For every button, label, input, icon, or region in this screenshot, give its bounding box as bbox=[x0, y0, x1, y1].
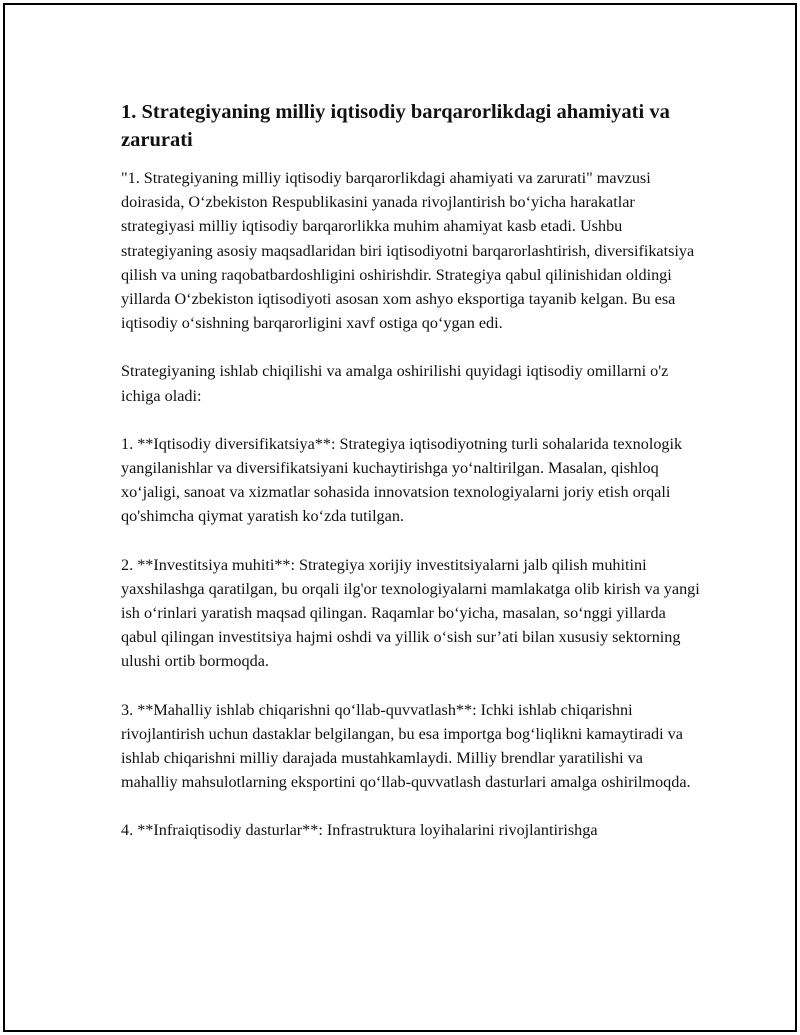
intro-paragraph: "1. Strategiyaning milliy iqtisodiy barqarorlikdagi ahamiyati va zarurati" mavzusi doirasida, O‘zbekiston Respublikasini yanada rivojlantirish bo‘yicha harakatlar strategiyasi milliy iqtisodiy barqarorlikka muhim ahamiyat kasb etadi. Ushbu strategiyaning asosiy maqsadlaridan biri iqtisodiyotni barqarorlashtirish, diversifikatsiya qilish va uning raqobatbardoshligini oshirishdir. Strategiya qabul qilinishidan oldingi yillarda O‘zbekiston iqtisodiyoti asosan xom ashyo eksportiga tayanib kelgan. Bu esa iqtisodiy o‘sishning barqarorligini xavf ostiga qo‘ygan edi. bbox=[121, 169, 695, 333]
list-item-local-production: 3. **Mahalliy ishlab chiqarishni qo‘llab-quvvatlash**: Ichki ishlab chiqarishni rivojlantirish uchun dastaklar belgilangan, bu esa importga bog‘liqlikni kamaytiradi va ishlab chiqarishni milliy darajada mustahkamlaydi. Milliy brendlar yaratilishi va mahalliy mahsulotlarning eksportini qo‘llab-quvvatlash dasturlari amalga oshirilmoqda. bbox=[121, 700, 691, 792]
list-item-diversification: 1. **Iqtisodiy diversifikatsiya**: Strategiya iqtisodiyotning turli sohalarida texnologik yangilanishlar va diversifikatsiyani kuchaytirishga yo‘naltirilgan. Masalan, qishloq xo‘jaligi, sanoat va xizmatlar sohasida innovatsion texnologiyalarni joriy etish orqali qo'shimcha qiymat yaratish ko‘zda tutilgan. bbox=[121, 434, 683, 526]
list-item-infrastructure: 4. **Infraiqtisodiy dasturlar**: Infrastruktura loyihalarini rivojlantirishga bbox=[121, 821, 598, 840]
page-frame bbox=[3, 3, 797, 1032]
factors-intro-paragraph: Strategiyaning ishlab chiqilishi va amalga oshirilishi quyidagi iqtisodiy omillarni o'z ichiga oladi: bbox=[121, 362, 669, 405]
document-content bbox=[121, 98, 701, 843]
list-item-investment: 2. **Investitsiya muhiti**: Strategiya xorijiy investitsiyalarni jalb qilish muhitini yaxshilashga qaratilgan, bu orqali ilg'or texnologiyalarni mamlakatga olib kirish va yangi ish o‘rinlari yaratish maqsad qilingan. Raqamlar bo‘yicha, masalan, so‘nggi yillarda qabul qilingan investitsiya hajmi oshdi va yillik o‘sish sur’ati bilan xususiy sektorning ulushi ortib bormoqda. bbox=[121, 555, 700, 671]
section-heading: 1. Strategiyaning milliy iqtisodiy barqarorlikdagi ahamiyati va zarurati bbox=[121, 101, 670, 151]
